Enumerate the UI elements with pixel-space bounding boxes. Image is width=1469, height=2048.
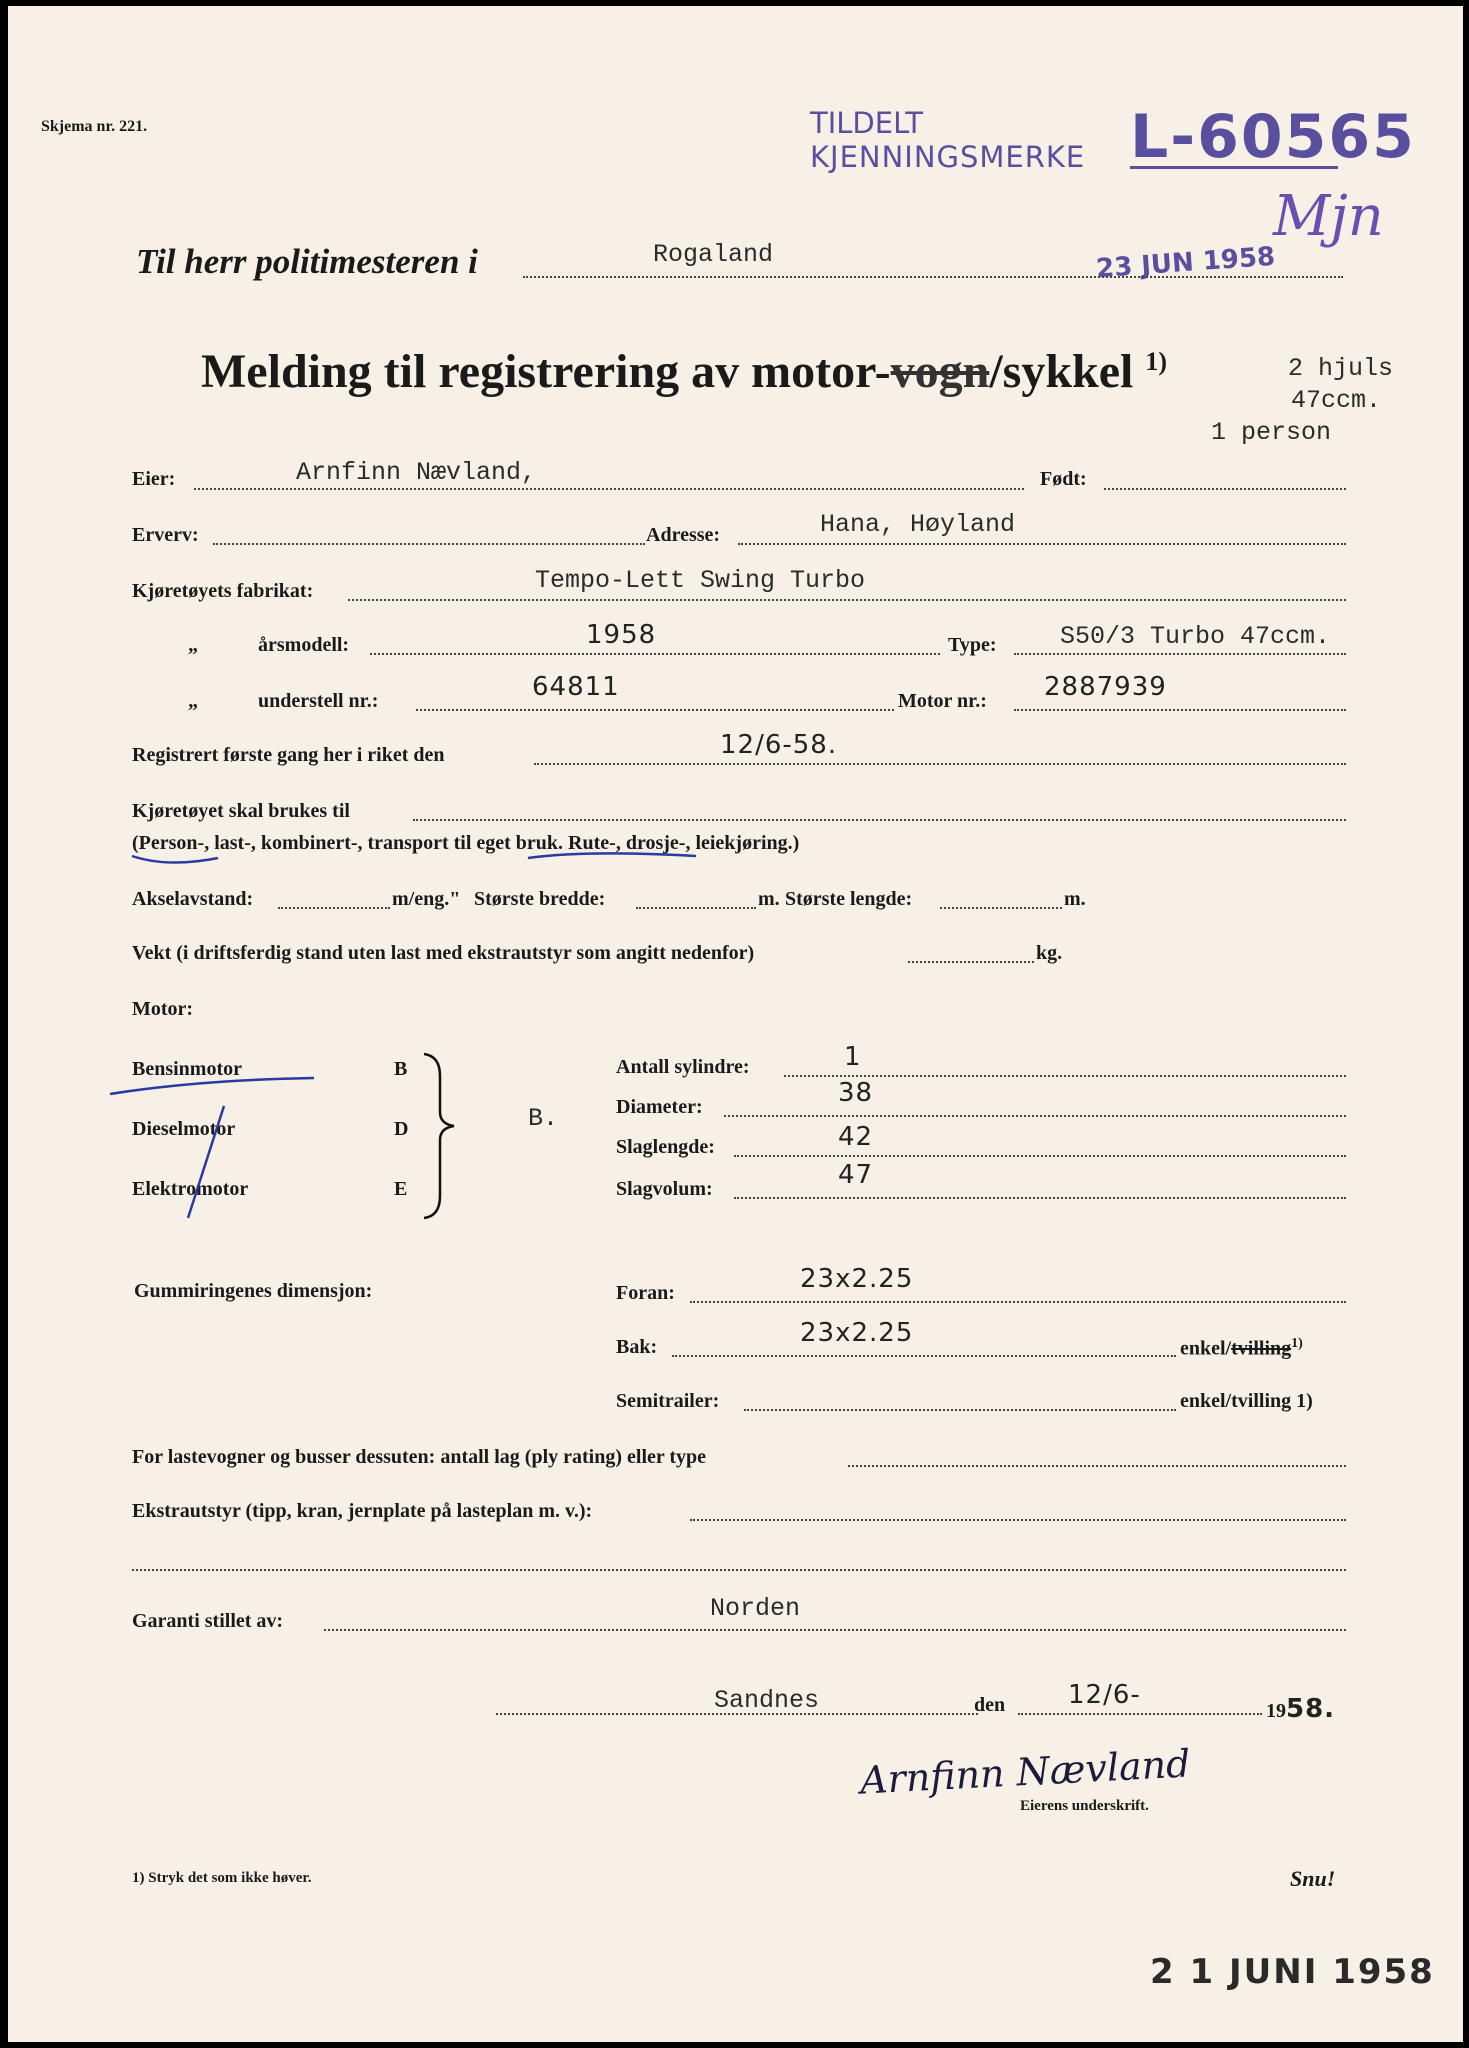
engine-type-electric: Elektromotor	[132, 1178, 249, 1200]
form-number: Skjema nr. 221.	[41, 118, 148, 135]
semitrailer-tire-type: enkel/tvilling 1)	[1180, 1390, 1313, 1412]
registration-form	[8, 6, 1463, 2042]
signing-date: 12/6-	[1068, 1680, 1141, 1710]
bore-value: 38	[838, 1078, 874, 1108]
vehicle-note-ccm: 47ccm.	[1291, 386, 1382, 415]
signing-place: Sandnes	[714, 1686, 820, 1715]
rear-tire-label: Bak:	[616, 1336, 658, 1358]
guarantee-provider: Norden	[710, 1594, 801, 1623]
axle-distance-label: Akselavstand:	[132, 888, 254, 910]
vehicle-note-persons: 1 person	[1211, 418, 1332, 447]
type-value: S50/3 Turbo 47ccm.	[1060, 622, 1331, 651]
tire-dimension-label: Gummiringenes dimensjon:	[134, 1280, 373, 1302]
type-label: Type:	[948, 634, 997, 656]
model-year: 1958	[586, 620, 657, 650]
date-prefix: den	[974, 1694, 1006, 1716]
assigned-stamp-line1: TILDELT	[810, 106, 923, 140]
rear-tire-type: enkel/tvilling$^{1)}$	[1180, 1336, 1303, 1360]
signature-caption: Eierens underskrift.	[1020, 1798, 1149, 1814]
engine-type-petrol: Bensinmotor	[132, 1058, 242, 1080]
max-width-label: Største bredde:	[474, 888, 606, 910]
motor-section-label: Motor:	[132, 998, 194, 1020]
owner-signature: Arnfinn Nævland	[859, 1741, 1192, 1803]
model-year-label: årsmodell:	[258, 634, 350, 656]
max-length-label: Største lengde:	[785, 888, 913, 910]
extra-equipment-label: Ekstrautstyr (tipp, kran, jernplate på lasteplan m. v.):	[132, 1500, 593, 1522]
engine-type-diesel: Dieselmotor	[132, 1118, 236, 1140]
width-unit: m.	[758, 888, 780, 910]
first-registration-label: Registrert første gang her i riket den	[132, 744, 445, 766]
address-label: Adresse:	[646, 524, 721, 546]
ditto-mark: „	[188, 634, 198, 656]
rear-tire-size: 23x2.25	[800, 1318, 914, 1348]
received-date-stamp: 23 JUN 1958	[1095, 241, 1277, 285]
use-options: (Person-, last-, kombinert-, transport til eget bruk. Rute-, drosje-, leiekjøring.)	[132, 832, 800, 854]
born-label: Født:	[1040, 468, 1087, 490]
addressee-label: Til herr politimesteren i	[136, 242, 478, 281]
make-label: Kjøretøyets fabrikat:	[132, 580, 314, 602]
engine-code-e: E	[394, 1178, 408, 1200]
owner-label: Eier:	[132, 468, 176, 490]
frame-number: 64811	[532, 672, 620, 702]
frame-number-label: understell nr.:	[258, 690, 379, 712]
turn-over-note: Snu!	[1290, 1866, 1336, 1891]
vehicle-note-wheels: 2 hjuls	[1288, 354, 1394, 383]
motor-number-label: Motor nr.:	[898, 690, 987, 712]
semitrailer-label: Semitrailer:	[616, 1390, 720, 1412]
engine-type-markings	[98, 1046, 458, 1226]
plate-number: L-60565	[1130, 102, 1416, 172]
initials-stamp: Mjn	[1273, 184, 1384, 249]
occupation-label: Erverv:	[132, 524, 199, 546]
received-date-stamp-bottom: 2 1 JUNI 1958	[1150, 1952, 1435, 1992]
guarantee-label: Garanti stillet av:	[132, 1610, 284, 1632]
ditto-mark: „	[188, 690, 198, 712]
use-selection-underline	[128, 844, 708, 868]
front-tire-label: Foran:	[616, 1282, 675, 1304]
motor-number: 2887939	[1044, 672, 1167, 702]
axle-unit: m/eng."	[392, 888, 461, 910]
cylinders-label: Antall sylindre:	[616, 1056, 750, 1078]
make-value: Tempo-Lett Swing Turbo	[535, 566, 866, 595]
police-district: Rogaland	[653, 240, 774, 269]
form-title: Melding til registrering av motor-vogn/sykkel $^{1)}$	[201, 345, 1168, 398]
engine-code-b: B	[394, 1058, 408, 1080]
front-tire-size: 23x2.25	[800, 1264, 914, 1294]
stroke-label: Slaglengde:	[616, 1136, 715, 1158]
length-unit: m.	[1064, 888, 1086, 910]
address-value: Hana, Høyland	[820, 510, 1016, 539]
cylinders-value: 1	[844, 1042, 862, 1072]
weight-unit: kg.	[1036, 942, 1063, 964]
engine-type-selected: B.	[528, 1104, 559, 1133]
engine-code-d: D	[394, 1118, 409, 1140]
ply-rating-label: For lastevogner og busser dessuten: antall lag (ply rating) eller type	[132, 1446, 707, 1468]
signing-year: 1958.	[1266, 1694, 1336, 1724]
plate-underline	[1130, 166, 1338, 169]
weight-label: Vekt (i driftsferdig stand uten last med ekstrautstyr som angitt nedenfor)	[132, 942, 755, 964]
first-registration-date: 12/6-58.	[720, 730, 838, 760]
use-label: Kjøretøyet skal brukes til	[132, 800, 350, 822]
bore-label: Diameter:	[616, 1096, 703, 1118]
displacement-label: Slagvolum:	[616, 1178, 713, 1200]
footnote: 1) Stryk det som ikke høver.	[132, 1870, 312, 1886]
displacement-value: 47	[838, 1160, 874, 1190]
assigned-stamp-line2: KJENNINGSMERKE	[810, 140, 1086, 174]
owner-name: Arnfinn Nævland,	[296, 458, 537, 487]
stroke-value: 42	[838, 1122, 874, 1152]
